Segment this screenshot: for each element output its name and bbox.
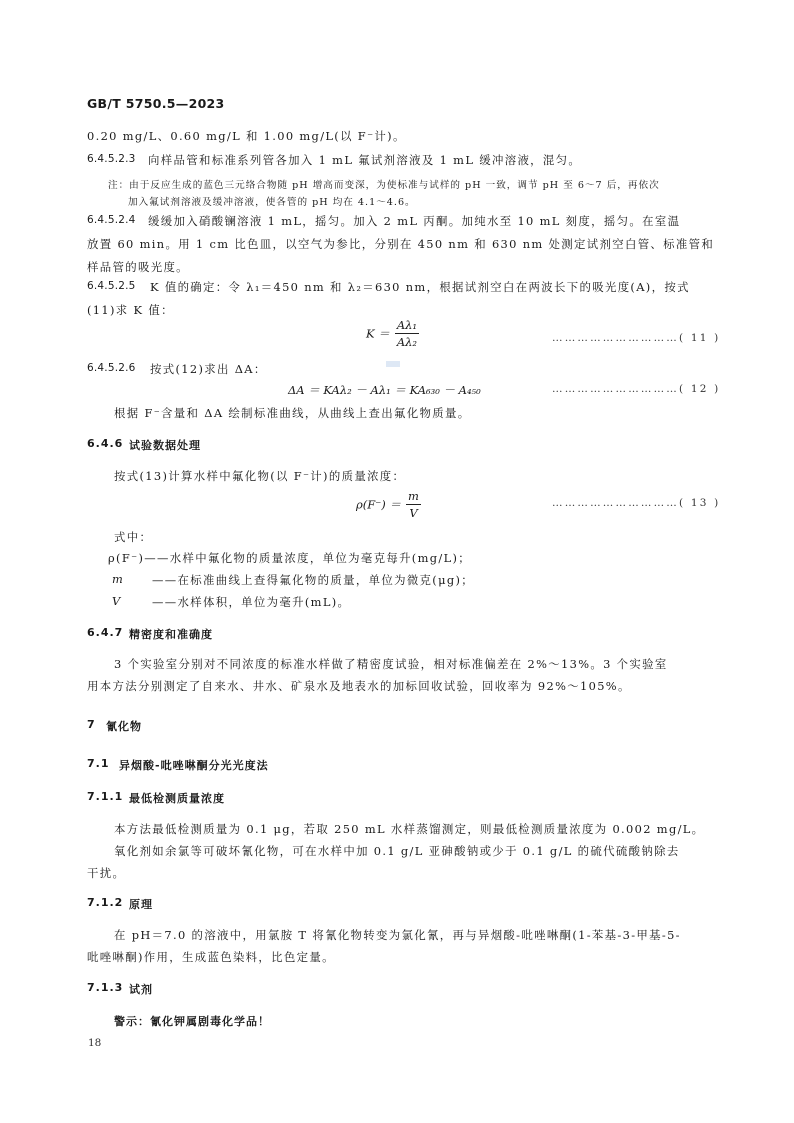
section-number: 7.1.3 — [87, 981, 124, 994]
text-line: 用本方法分别测定了自来水、井水、矿泉水及地表水的加标回收试验，回收率为 92%～105%。 — [87, 679, 631, 693]
section-number: 6.4.6 — [87, 437, 124, 450]
section-title: 精密度和准确度 — [129, 628, 213, 641]
section-title: 试验数据处理 — [129, 439, 201, 452]
definition-symbol: V — [112, 594, 122, 608]
clause-text: 向样品管和标准系列管各加入 1 mL 氟试剂溶液及 1 mL 缓冲溶液，混匀。 — [148, 153, 582, 167]
eq13-lhs: ρ(F⁻) ＝ — [356, 497, 401, 512]
clause-text: 缓缓加入硝酸镧溶液 1 mL，摇匀。加入 2 mL 丙酮。加纯水至 10 mL 刻度，摇匀。在室温 — [148, 214, 681, 228]
clause-number: 6.4.5.2.4 — [87, 214, 136, 226]
text-line: 干扰。 — [87, 866, 126, 880]
eq13-numerator: m — [408, 489, 419, 503]
section-title: 最低检测质量浓度 — [129, 792, 225, 805]
eq11-denominator: Aλ₂ — [396, 335, 418, 349]
section-number: 6.4.7 — [87, 626, 124, 639]
definition-m: ——在标准曲线上查得氟化物的质量，单位为微克(μg)； — [152, 573, 475, 587]
page-number: 18 — [88, 1037, 102, 1049]
clause-number: 6.4.5.2.5 — [87, 280, 136, 292]
note-line: 注：由于反应生成的蓝色三元络合物随 pH 增高而变深，为使标准与试样的 pH 一致，调节 pH 至 6～7 后，再依次 — [108, 180, 660, 191]
watermark-mark — [386, 361, 400, 367]
equation-number: …………………………( 13 ) — [552, 497, 721, 509]
equation-11 — [366, 318, 419, 349]
text-line: 氧化剂如余氯等可破坏氰化物，可在水样中加 0.1 g/L 亚砷酸钠或少于 0.1 g/L 的硫代硫酸钠除去 — [114, 844, 680, 858]
section-title: 试剂 — [129, 983, 153, 996]
note-line: 加入氟试剂溶液及缓冲溶液，使各管的 pH 均在 4.1～4.6。 — [128, 197, 416, 208]
eq13-fraction — [406, 489, 421, 520]
section-number: 7.1.2 — [87, 896, 124, 909]
clause-number: 6.4.5.2.3 — [87, 153, 136, 165]
standard-number: GB/T 5750.5—2023 — [87, 96, 225, 111]
equation-number: …………………………( 11 ) — [552, 332, 721, 344]
section-number: 7.1.1 — [87, 790, 124, 803]
equation-13 — [356, 489, 421, 520]
text-line: 按式(13)计算水样中氟化物(以 F⁻计)的质量浓度： — [114, 469, 406, 483]
text-line: 吡唑啉酮)作用，生成蓝色染料，比色定量。 — [87, 950, 335, 964]
definition-rho: ρ(F⁻)——水样中氟化物的质量浓度，单位为毫克每升(mg/L)； — [108, 551, 472, 565]
clause-number: 6.4.5.2.6 — [87, 362, 136, 374]
text-line: 在 pH＝7.0 的溶液中，用氯胺 T 将氰化物转变为氯化氰，再与异烟酸-吡唑啉酮(1-苯基-3-甲基-5- — [114, 928, 681, 942]
clause-text: 样品管的吸光度。 — [87, 260, 189, 274]
eq11-lhs: K ＝ — [366, 326, 390, 341]
chapter-number: 7 — [87, 718, 96, 731]
definition-symbol: m — [112, 572, 125, 586]
text-line: 3 个实验室分别对不同浓度的标准水样做了精密度试验，相对标准偏差在 2%～13%。3 个实验室 — [114, 657, 668, 671]
clause-text: 放置 60 min。用 1 cm 比色皿，以空气为参比，分别在 450 nm 和 630 nm 处测定试剂空白管、标准管和 — [87, 237, 715, 251]
text-line: 本方法最低检测质量为 0.1 μg，若取 250 mL 水样蒸馏测定，则最低检测质量浓度为 0.002 mg/L。 — [114, 822, 705, 836]
text-line: 0.20 mg/L、0.60 mg/L 和 1.00 mg/L(以 F⁻计)。 — [87, 129, 406, 143]
eq11-fraction — [395, 318, 419, 349]
section-title: 异烟酸-吡唑啉酮分光光度法 — [119, 759, 269, 772]
text-line: 根据 F⁻含量和 ΔA 绘制标准曲线，从曲线上查出氟化物质量。 — [114, 406, 471, 420]
warning-text: 警示：氰化钾属剧毒化学品！ — [114, 1015, 270, 1028]
chapter-title: 氰化物 — [106, 720, 142, 733]
section-title: 原理 — [129, 898, 153, 911]
definition-v: ——水样体积，单位为毫升(mL)。 — [152, 595, 351, 609]
equation-12: ΔA ＝ KAλ₂ － Aλ₁ ＝ KA₆₃₀ － A₄₅₀ — [288, 383, 481, 397]
clause-text: K 值的确定：令 λ₁＝450 nm 和 λ₂＝630 nm，根据试剂空白在两波长下的吸光度(A)，按式 — [150, 280, 690, 294]
equation-number: …………………………( 12 ) — [552, 383, 721, 395]
clause-text: 按式(12)求出 ΔA： — [150, 362, 267, 376]
text-line: 式中： — [114, 530, 153, 544]
clause-text: (11)求 K 值： — [87, 303, 174, 317]
eq13-denominator: V — [409, 506, 418, 520]
eq11-numerator: Aλ₁ — [396, 318, 418, 332]
section-number: 7.1 — [87, 757, 110, 770]
